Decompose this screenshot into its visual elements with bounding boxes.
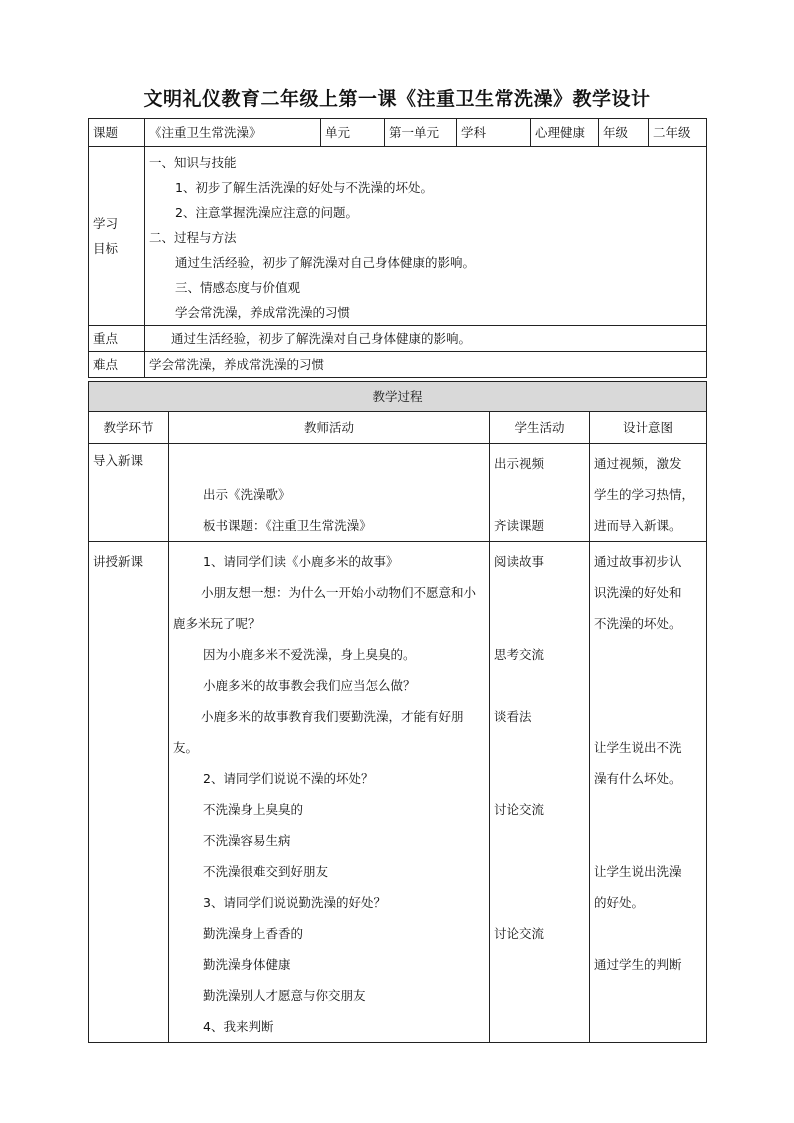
student-intro: 出示视频 齐读课题 bbox=[490, 444, 590, 542]
intent-intro: 通过视频，激发 学生的学习热情， 进而导入新课。 bbox=[590, 444, 707, 542]
objective-line: 2、注意掌握洗澡应注意的问题。 bbox=[175, 205, 358, 220]
teacher-teach: 1、请同学们读《小鹿多米的故事》 小朋友想一想：为什么一开始小动物们不愿意和小鹿多米玩了呢？ 因为小鹿多米不爱洗澡，身上臭臭的。 小鹿多米的故事教会我们应当怎么做？ 小鹿多米的故事教育我们要勤洗澡，才能有好朋友。 2、请同学们说说不澡的坏处？ 不洗澡身上臭臭的 不洗澡容易生病 不洗澡很难交到好朋友 3、请同学们说说勤洗澡的好处？ 勤洗澡身上香香的 勤洗澡身体健康 勤洗澡别人才愿意与你交朋友 4、我来判断 bbox=[169, 542, 490, 1043]
stage-intro: 导入新课 bbox=[89, 444, 169, 542]
intent-teach: 通过故事初步认 识洗澡的好处和 不洗澡的坏处。 让学生说出不洗 澡有什么坏处。 让学生说出洗澡 的好处。 通过学生的判断 bbox=[590, 542, 707, 1043]
course-label: 课题 bbox=[89, 119, 145, 147]
unit-label: 单元 bbox=[321, 119, 385, 147]
objective-line: 二、过程与方法 bbox=[149, 230, 237, 245]
difficulty-label: 难点 bbox=[89, 352, 145, 378]
key-point-label: 重点 bbox=[89, 326, 145, 352]
student-teach: 阅读故事 思考交流 谈看法 讨论交流 讨论交流 bbox=[490, 542, 590, 1043]
col-student-header: 学生活动 bbox=[490, 412, 590, 444]
col-stage-header: 教学环节 bbox=[89, 412, 169, 444]
teaching-process-table bbox=[88, 381, 707, 1043]
objective-line: 一、知识与技能 bbox=[149, 155, 237, 170]
subject-value: 心理健康 bbox=[531, 119, 599, 147]
stage-teach: 讲授新课 bbox=[89, 542, 169, 1043]
course-value: 《注重卫生常洗澡》 bbox=[145, 119, 321, 147]
col-teacher-header: 教师活动 bbox=[169, 412, 490, 444]
unit-value: 第一单元 bbox=[385, 119, 457, 147]
subject-label: 学科 bbox=[457, 119, 531, 147]
page-title: 文明礼仪教育二年级上第一课《注重卫生常洗澡》教学设计 bbox=[143, 88, 651, 110]
objective-line: 三、情感态度与价值观 bbox=[175, 280, 301, 295]
difficulty-text: 学会常洗澡，养成常洗澡的习惯 bbox=[145, 352, 707, 378]
teacher-intro: 出示《洗澡歌》 板书课题：《注重卫生常洗澡》 bbox=[169, 444, 490, 542]
grade-value: 二年级 bbox=[649, 119, 707, 147]
course-info-table bbox=[88, 118, 707, 378]
objectives-content bbox=[145, 147, 707, 326]
key-point-text: 通过生活经验，初步了解洗澡对自己身体健康的影响。 bbox=[145, 326, 707, 352]
objectives-label: 学习 目标 bbox=[89, 147, 145, 326]
objective-line: 学会常洗澡，养成常洗澡的习惯 bbox=[175, 305, 351, 320]
grade-label: 年级 bbox=[599, 119, 649, 147]
process-header: 教学过程 bbox=[89, 382, 707, 412]
col-intent-header: 设计意图 bbox=[590, 412, 707, 444]
objective-line: 通过生活经验，初步了解洗澡对自己身体健康的影响。 bbox=[175, 255, 476, 270]
objective-line: 1、初步了解生活洗澡的好处与不洗澡的坏处。 bbox=[175, 180, 433, 195]
